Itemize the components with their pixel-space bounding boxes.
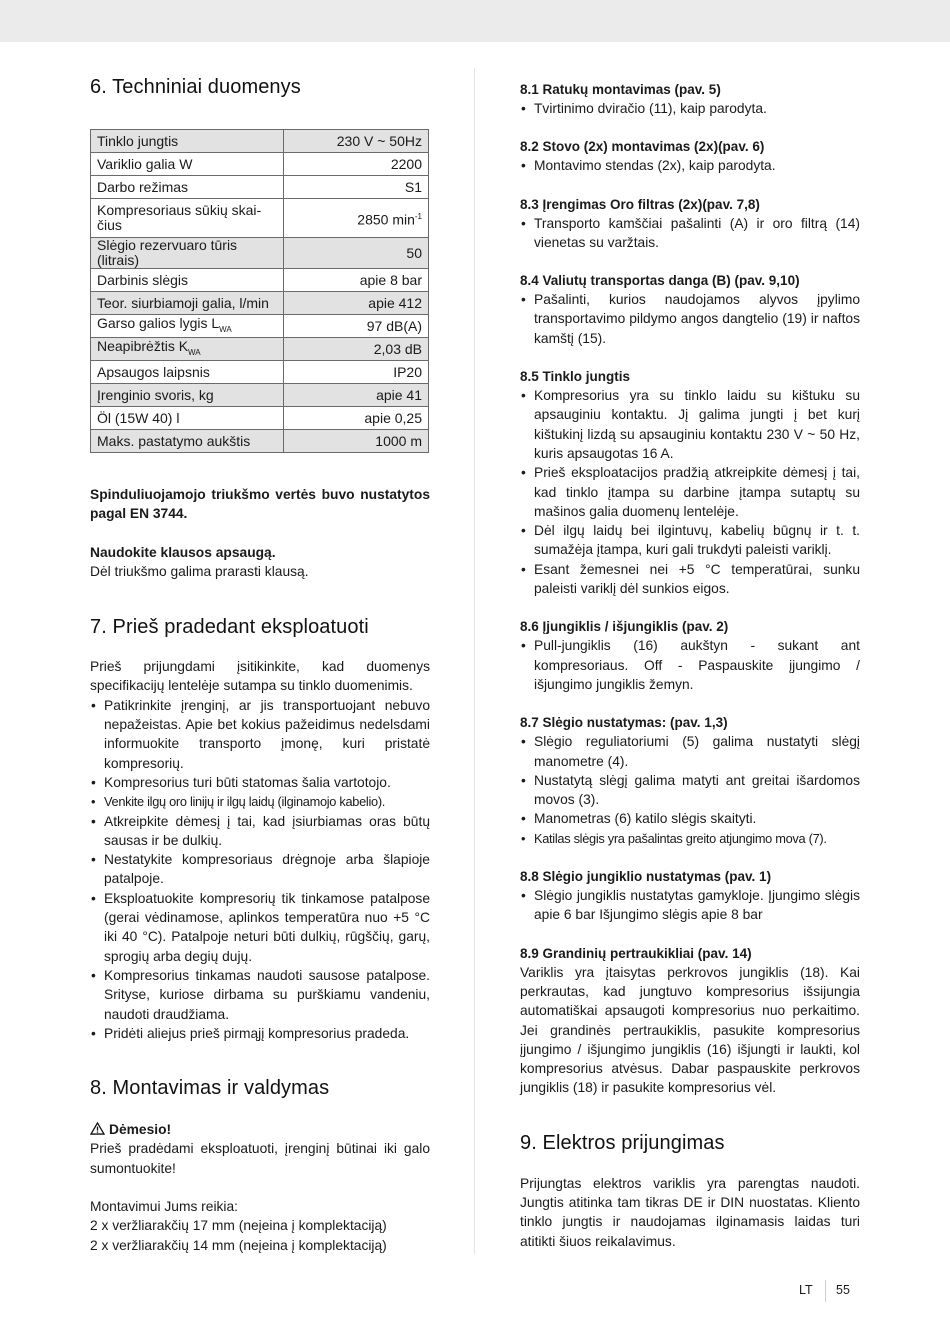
spec-value: 97 dB(A) <box>284 315 429 338</box>
spec-label: Apsaugos laipsnis <box>91 361 284 384</box>
list-item: • Esant žemesnei nei +5 °C temperatūrai, sunku paleisti variklį dėl sunkios eigos. <box>520 560 860 599</box>
spec-label-text: Neapibrėžtis K <box>97 337 189 354</box>
spec-value: 230 V ~ 50Hz <box>284 130 429 153</box>
spec-label: Variklio galia W <box>91 153 284 176</box>
warning-title: Dėmesio! <box>109 1122 172 1138</box>
section-9-title: 9. Elektros prijungimas <box>520 1131 725 1154</box>
page-number: 55 <box>836 1283 850 1297</box>
list-item: • Manometras (6) katilo slėgis skaityti. <box>520 809 860 828</box>
table-row <box>91 384 429 407</box>
spec-label: Įrenginio svoris, kg <box>91 384 284 407</box>
spec-value: apie 412 <box>284 292 429 315</box>
subsection-8-3-title: 8.3 Įrengimas Oro filtras (2x)(pav. 7,8) <box>520 196 760 212</box>
spec-label: Slėgio rezervuaro tūris (litrais) <box>91 238 284 269</box>
spec-value: 2200 <box>284 153 429 176</box>
section-8-title: 8. Montavimas ir valdymas <box>90 1077 330 1100</box>
footer-language: LT <box>799 1283 813 1297</box>
hearing-protection-text: Dėl triukšmo galima prarasti klausą. <box>90 563 309 579</box>
table-row <box>91 361 429 384</box>
subsection-8-2-title: 8.2 Stovo (2x) montavimas (2x)(pav. 6) <box>520 139 765 155</box>
warning-icon <box>90 1122 105 1135</box>
section-6-title: 6. Techniniai duomenys <box>90 76 301 98</box>
spec-value: 50 <box>284 238 429 269</box>
spec-value: apie 41 <box>284 384 429 407</box>
spec-label-text: Garso galios lygis L <box>97 314 220 331</box>
subsection-8-9-title: 8.9 Grandinių pertraukikliai (pav. 14) <box>520 945 752 961</box>
list-item: • Pašalinti, kurios naudojamos alyvos įpylimo transportavimo pildymo angos dangtelio (19) ir naftos kamštį (15). <box>520 290 860 348</box>
spec-label: Teor. siurbiamoji galia, l/min <box>91 292 284 315</box>
list-item: • Transporto kamščiai pašalinti (A) ir oro filtrą (14) vienetas su varžtais. <box>520 214 860 253</box>
top-band <box>0 0 950 42</box>
subsection-8-8-title: 8.8 Slėgio jungiklio nustatymas (pav. 1) <box>520 869 772 885</box>
spec-value-text: 2850 min <box>357 211 415 228</box>
list-item: • Nustatytą slėgį galima matyti ant greitai išardomos movos (3). <box>520 771 860 810</box>
table-row <box>91 407 429 430</box>
table-row <box>91 292 429 315</box>
spec-label <box>91 315 284 338</box>
spec-label: Öl (15W 40) l <box>91 407 284 430</box>
list-item: • Kompresorius turi būti statomas šalia vartotojo. <box>90 773 430 792</box>
list-item: • Tvirtinimo dviračio (11), kaip parodyta. <box>520 99 860 118</box>
list-item: • Slėgio reguliatoriumi (5) galima nustatyti slėgį manometre (4). <box>520 732 860 771</box>
subsection-8-5-title: 8.5 Tinklo jungtis <box>520 369 631 385</box>
list-item: • Kompresorius tinkamas naudoti sausose patalpose. Srityse, kuriose dirbama su purškiamu vandeniu, naudoti draudžiama. <box>90 966 430 1024</box>
spec-value: 2,03 dB <box>284 338 429 361</box>
list-item: • Eksploatuokite kompresorių tik tinkamose patalpose (gerai vėdinamose, aplinkos temperatūra nuo +5 °C iki 40 °C). Patalpoje neturi būti dulkių, rūgščių, garų, sprogių arba degių dujų. <box>90 889 430 966</box>
table-row <box>91 238 429 269</box>
spec-label: Tinklo jungtis <box>91 130 284 153</box>
list-item: • Nestatykite kompresoriaus drėgnoje arba šlapioje patalpoje. <box>90 850 430 889</box>
list-item: • Atkreipkite dėmesį į tai, kad įsiurbiamas oras būtų sausas ir be dulkių. <box>90 812 430 851</box>
table-row <box>91 315 429 338</box>
needs-item: 2 x veržliarakčių 14 mm (neįeina į komplektaciją) <box>90 1237 387 1253</box>
spec-table <box>90 129 429 453</box>
table-row <box>91 199 429 238</box>
spec-label: Maks. pastatymo aukštis <box>91 430 284 453</box>
section-7-title: 7. Prieš pradedant eksploatuoti <box>90 616 369 639</box>
table-row <box>91 430 429 453</box>
list-item: • Venkite ilgų oro linijų ir ilgų laidų (ilginamojo kabelio). <box>90 792 430 811</box>
spec-label <box>91 338 284 361</box>
subsection-8-9-text: Variklis yra įtaisytas perkrovos jungiklis (18). Kai perkrautas, kad jungtuvo kompresorius išsijungia automatiškai apsaugoti kompresorius nuo perkaitimo. Jei grandinės pertraukiklis, pasukite kompresorius įjungimo / išjungimo jungiklis (16) išjungti ir laukti, kol kompresorius atvėsus. Dabar paspauskite perkrovos jungiklis (18) ir pasukite kompresorius vėl. <box>520 964 860 1096</box>
list-item: • Patikrinkite įrenginį, ar jis transportuojant nebuvo nepažeistas. Apie bet kokius pažeidimus nedelsdami informuokite transporto įmonę, kuri pristatė kompresorių. <box>90 696 430 773</box>
table-row <box>91 338 429 361</box>
needs-item: 2 x veržliarakčių 17 mm (neįeina į komplektaciją) <box>90 1218 387 1234</box>
needs-title: Montavimui Jums reikia: <box>90 1199 238 1215</box>
section-7-list <box>90 696 430 1043</box>
list-item: • Pridėti aliejus prieš pirmąjį kompresorius pradeda. <box>90 1024 430 1043</box>
noise-note: Spinduliuojamojo triukšmo vertės buvo nustatytos pagal EN 3744. <box>90 487 430 522</box>
spec-value-sup: -1 <box>414 211 422 221</box>
column-divider <box>474 68 475 1254</box>
list-item: • Kompresorius yra su tinklo laidu su kištuku su apsauginiu kontaktu. Jį galima jungti į bet kurį kištukinį lizdą su apsauginiu kontaktu 230 V ~ 50 Hz, kuris apsaugotas 16 A. <box>520 386 860 463</box>
spec-value: apie 0,25 <box>284 407 429 430</box>
table-row <box>91 153 429 176</box>
list-item: • Katilas slėgis yra pašalintas greito atjungimo mova (7). <box>520 829 860 848</box>
subsection-8-4-title: 8.4 Valiutų transportas danga (B) (pav. 9,10) <box>520 273 800 289</box>
list-item: • Montavimo stendas (2x), kaip parodyta. <box>520 156 860 175</box>
hearing-protection-title: Naudokite klausos apsaugą. <box>90 544 276 560</box>
spec-label: Darbinis slėgis <box>91 269 284 292</box>
spec-label <box>91 199 284 238</box>
spec-label-text: Kompresoriaus sūkių skai-čius <box>97 202 262 233</box>
left-column <box>90 70 430 1255</box>
spec-value: IP20 <box>284 361 429 384</box>
list-item: • Prieš eksploatacijos pradžią atkreipkite dėmesį į tai, kad tinklo įtampa su darbine įtampa sutaptų su mašinos galia duomenų lentelėje. <box>520 463 860 521</box>
right-column <box>520 80 860 1251</box>
footer-separator <box>825 1280 826 1302</box>
list-item: • Pull-jungiklis (16) aukštyn - sukant ant kompresoriaus. Off - Paspauskite įjungimo / išjungimo jungiklis žemyn. <box>520 636 860 694</box>
spec-value: 1000 m <box>284 430 429 453</box>
section-7-intro: Prieš prijungdami įsitikinkite, kad duomenys specifikacijų lentelėje sutampa su tinklo duomenimis. <box>90 659 430 694</box>
table-row <box>91 130 429 153</box>
warning-title-line <box>90 1120 430 1139</box>
spec-label: Darbo režimas <box>91 176 284 199</box>
list-item: • Dėl ilgų laidų bei ilgintuvų, kabelių būgnų ir t. t. sumažėja įtampa, kuri gali trukdyti paleisti variklį. <box>520 521 860 560</box>
spec-label-sub: WA <box>219 324 232 334</box>
subsection-8-1-title: 8.1 Ratukų montavimas (pav. 5) <box>520 82 721 97</box>
table-row <box>91 269 429 292</box>
spec-value <box>284 199 429 238</box>
subsection-8-7-title: 8.7 Slėgio nustatymas: (pav. 1,3) <box>520 715 728 731</box>
table-row <box>91 176 429 199</box>
section-9-text: Prijungtas elektros variklis yra parengtas naudoti. Jungtis atitinka tam tikras DE ir DIN nuostatas. Kliento tinklo jungtis ir naudojamas ilginamasis laidas turi atitikti šiuos reikalavimus. <box>520 1175 860 1249</box>
subsection-8-6-title: 8.6 Įjungiklis / išjungiklis (pav. 2) <box>520 619 729 635</box>
spec-label-sub: WA <box>188 347 201 357</box>
warning-text: Prieš pradėdami eksploatuoti, įrenginį būtinai iki galo sumontuokite! <box>90 1141 430 1176</box>
spec-value: S1 <box>284 176 429 199</box>
spec-value: apie 8 bar <box>284 269 429 292</box>
list-item: • Slėgio jungiklis nustatytas gamykloje. Įjungimo slėgis apie 6 bar Išjungimo slėgis apie 8 bar <box>520 886 860 925</box>
